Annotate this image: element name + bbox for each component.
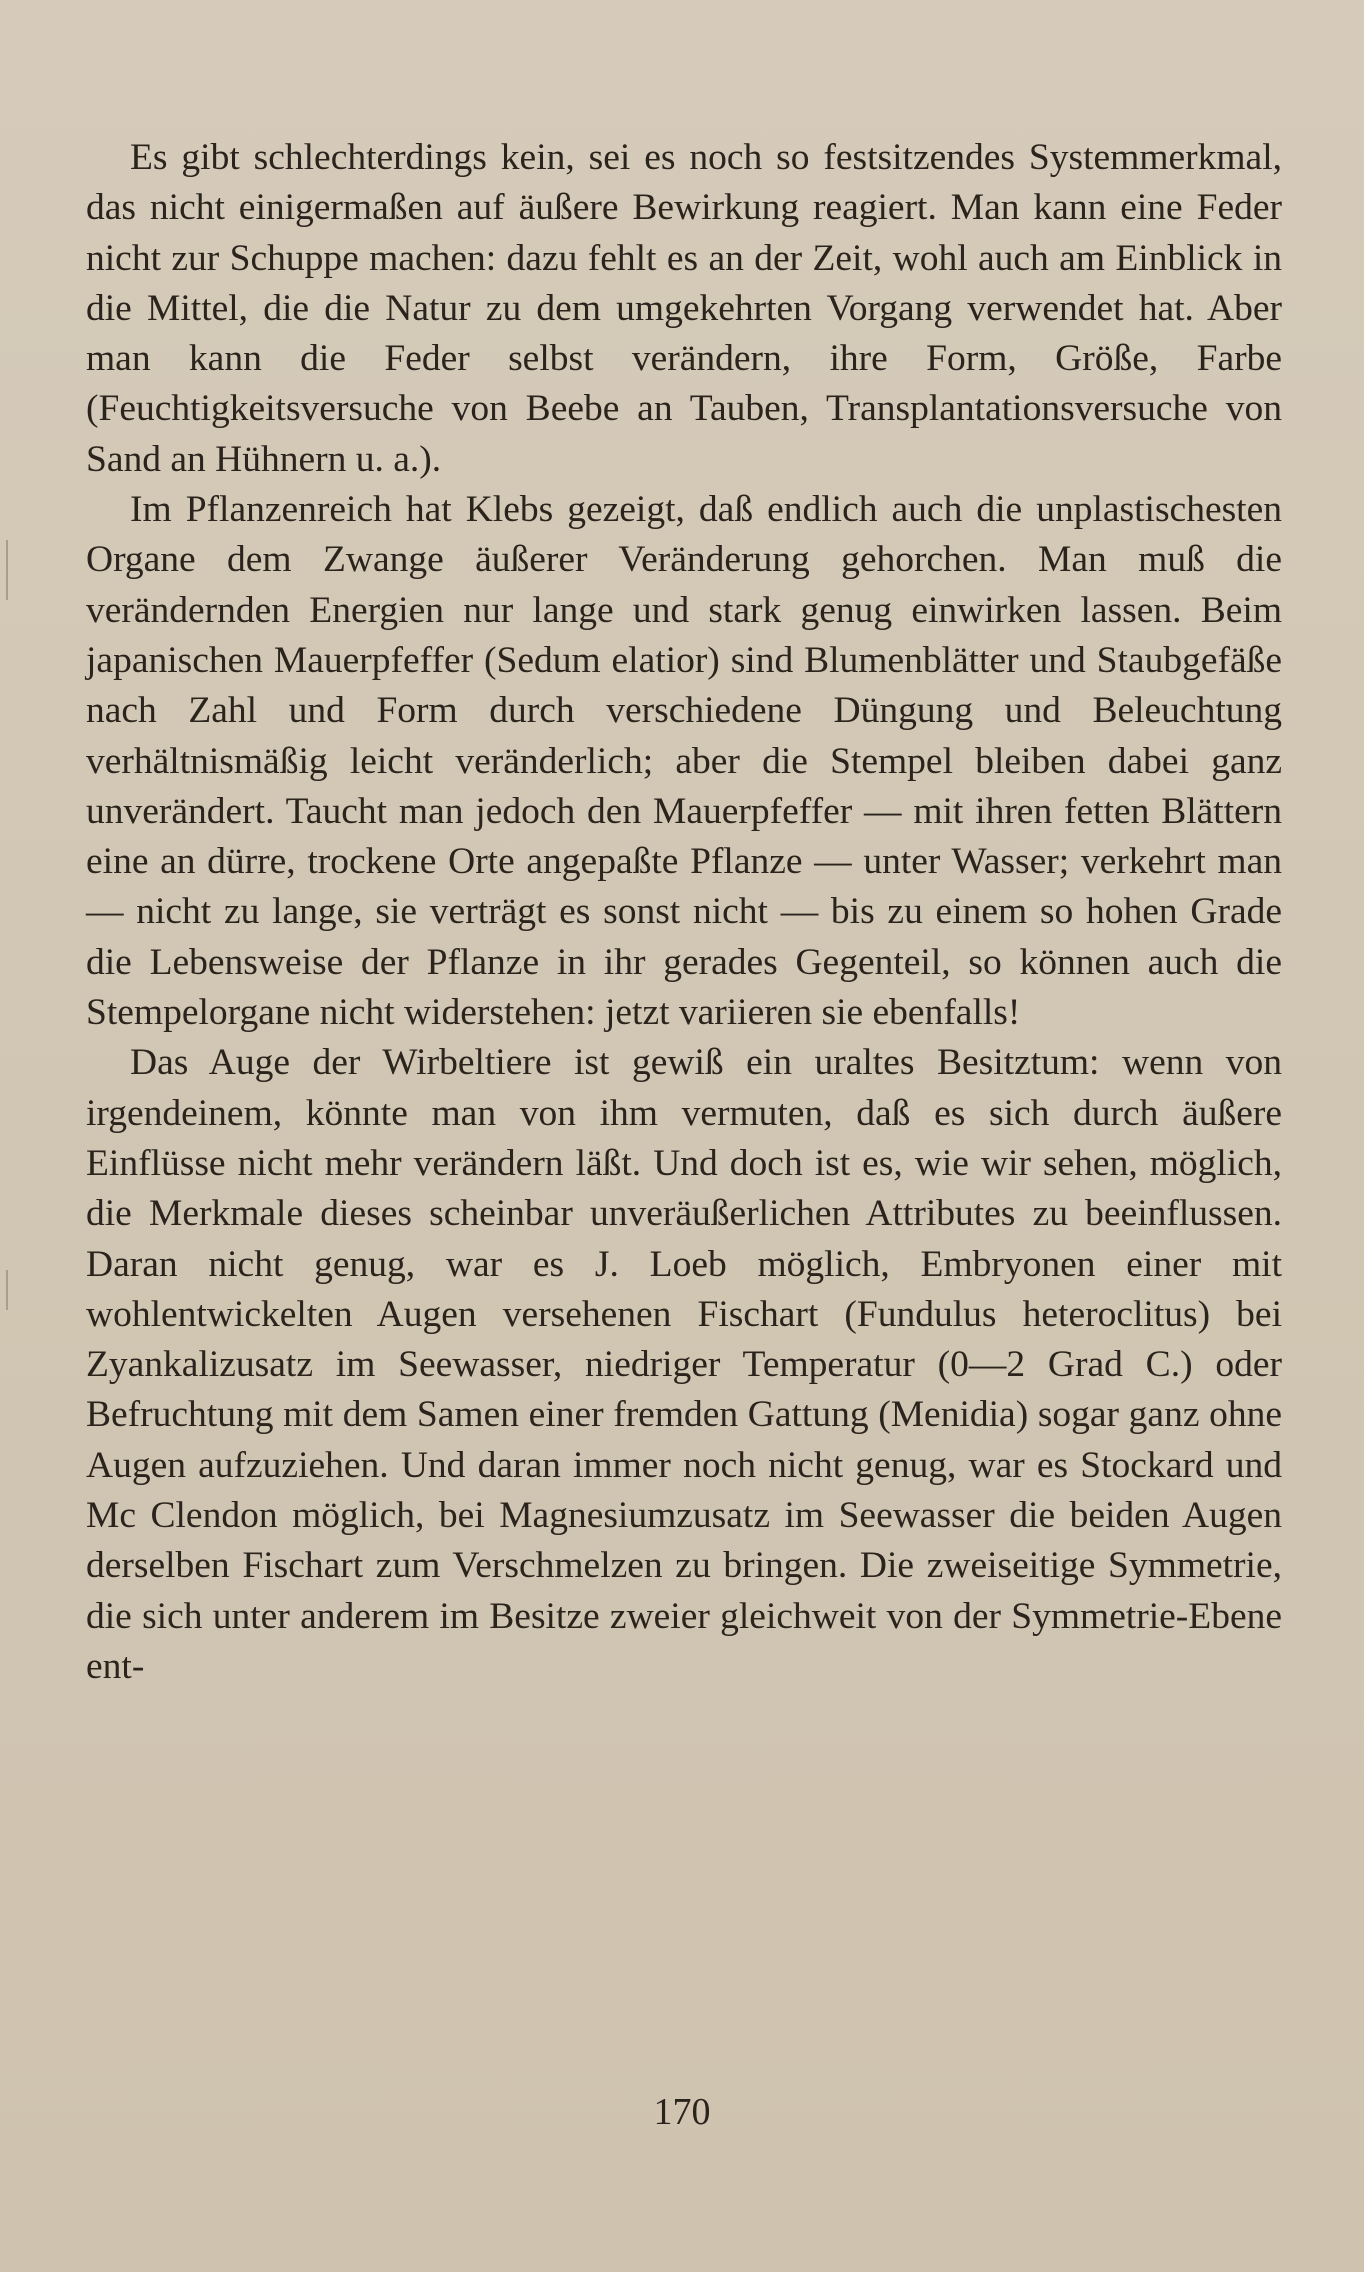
margin-mark: [6, 1270, 8, 1310]
margin-mark: [6, 540, 8, 600]
page-number: 170: [653, 2091, 711, 2133]
paragraph: Im Pflanzenreich hat Klebs gezeigt, daß endlich auch die unplastischesten Organe dem Zwange äußerer Veränderung gehorchen. Man muß die verändernden Energien nur lange und stark genug einwirken lassen. Beim japanischen Mauerpfeffer (Sedum elatior) sind Blumenblätter und Staubgefäße nach Zahl und Form durch verschiedene Düngung und Beleuchtung verhältnismäßig leicht veränderlich; aber die Stempel bleiben dabei ganz unverändert. Taucht man jedoch den Mauerpfeffer — mit ihren fetten Blättern eine an dürre, trockene Orte angepaßte Pflanze — unter Wasser; verkehrt man — nicht zu lange, sie verträgt es sonst nicht — bis zu einem so hohen Grade die Lebensweise der Pflanze in ihr gerades Gegenteil, so können auch die Stempelorgane nicht widerstehen: jetzt variieren sie ebenfalls!: [86, 489, 1282, 1034]
paragraph: Es gibt schlechterdings kein, sei es noch so festsitzendes Systemmerkmal, das nicht einigermaßen auf äußere Bewirkung reagiert. Man kann eine Feder nicht zur Schuppe machen: dazu fehlt es an der Zeit, wohl auch am Einblick in die Mittel, die die Natur zu dem umgekehrten Vorgang verwendet hat. Aber man kann die Feder selbst verändern, ihre Form, Größe, Farbe (Feuchtigkeitsversuche von Beebe an Tauben, Transplantationsversuche von Sand an Hühnern u. a.).: [86, 137, 1282, 480]
paragraph: Das Auge der Wirbeltiere ist gewiß ein uraltes Besitztum: wenn von irgendeinem, könnte man von ihm vermuten, daß es sich durch äußere Einflüsse nicht mehr verändern läßt. Und doch ist es, wie wir sehen, möglich, die Merkmale dieses scheinbar unveräußerlichen Attributes zu beeinflussen. Daran nicht genug, war es J. Loeb möglich, Embryonen einer mit wohlentwickelten Augen versehenen Fischart (Fundulus heteroclitus) bei Zyankalizusatz im Seewasser, niedriger Temperatur (0—2 Grad C.) oder Befruchtung mit dem Samen einer fremden Gattung (Menidia) sogar ganz ohne Augen aufzuziehen. Und daran immer noch nicht genug, war es Stockard und Mc Clendon möglich, bei Magnesiumzusatz im Seewasser die beiden Augen derselben Fischart zum Verschmelzen zu bringen. Die zweiseitige Symmetrie, die sich unter anderem im Besitze zweier gleichweit von der Symmetrie-Ebene ent-: [86, 1042, 1282, 1687]
body-text: [86, 133, 1282, 1692]
